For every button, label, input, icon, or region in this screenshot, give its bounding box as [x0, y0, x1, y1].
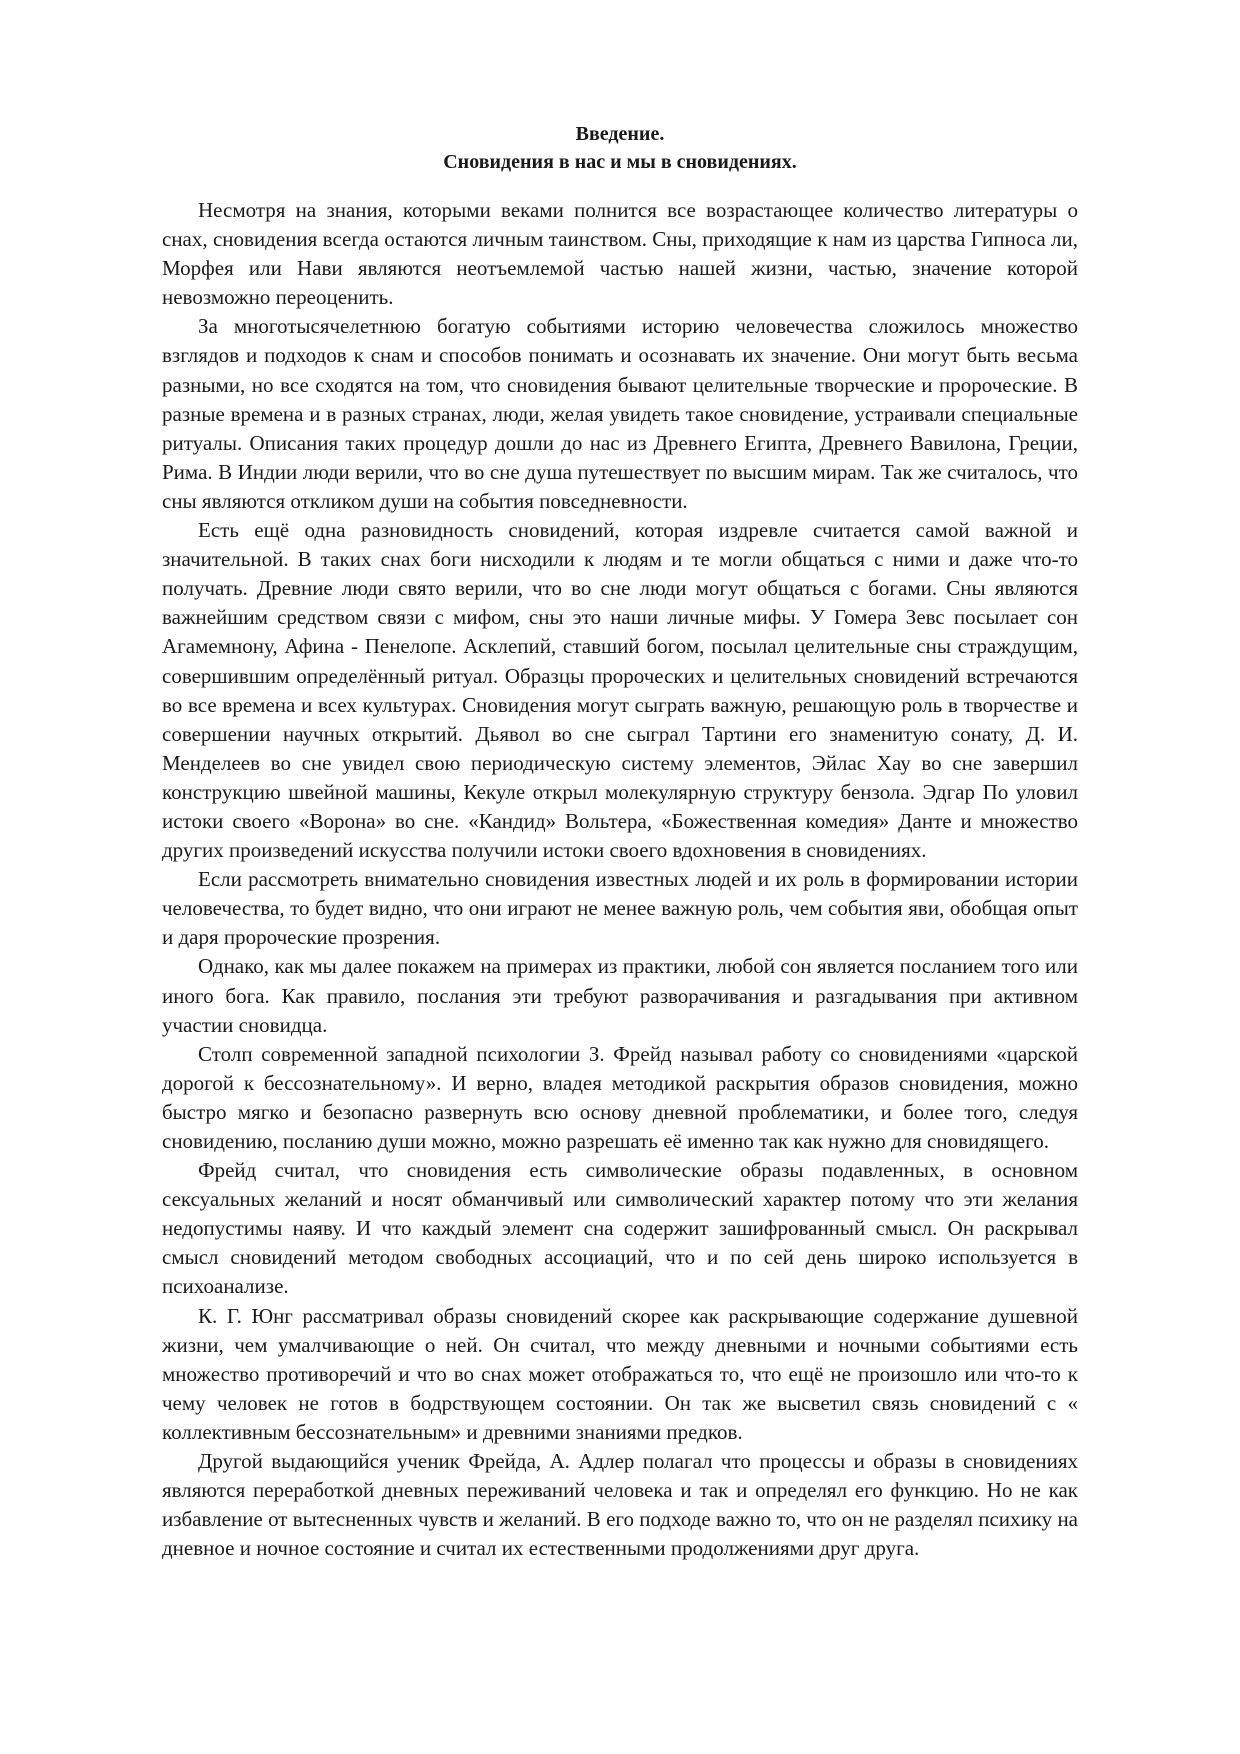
document-title: Введение.: [575, 123, 665, 145]
paragraph: Если рассмотреть внимательно сновидения известных людей и их роль в формировании истории человечества, то будет видно, что они играют не менее важную роль, чем события яви, обобщая опыт и даря пророческие прозрения.: [162, 867, 1078, 950]
paragraph: К. Г. Юнг рассматривал образы сновидений скорее как раскрывающие содержание душевной жизни, чем умалчивающие о ней. Он считал, что между дневными и ночными событиями есть множество противоречий и что во снах может отображаться то, что ещё не произошло или что-то к чему человек не готов в бодрствующем состоянии. Он так же высветил связь сновидений с « коллективным бессознательным» и древними знаниями предков.: [162, 1303, 1078, 1444]
heading-block: [162, 120, 1078, 176]
paragraph: Столп современной западной психологии З. Фрейд называл работу со сновидениями «царской дорогой к бессознательному». И верно, владея методикой раскрытия образов сновидения, можно быстро мягко и безопасно развернуть всю основу дневной проблематики, и более того, следуя сновидению, посланию души можно, можно разрешать её именно так как нужно для сновидящего.: [162, 1041, 1078, 1153]
paragraph: За многотысячелетнюю богатую событиями историю человечества сложилось множество взглядов и подходов к снам и способов понимать и осознавать их значение. Они могут быть весьма разными, но все сходятся на том, что сновидения бывают целительные творческие и пророческие. В разные времена и в разных странах, люди, желая увидеть такое сновидение, устраивали специальные ритуалы. Описания таких процедур дошли до нас из Древнего Египта, Древнего Вавилона, Греции, Рима. В Индии люди верили, что во сне душа путешествует по высшим мирам. Так же считалось, что сны являются откликом души на события повседневности.: [162, 314, 1078, 513]
paragraph: Фрейд считал, что сновидения есть символические образы подавленных, в основном сексуальных желаний и носят обманчивый или символический характер потому что эти желания недопустимы наяву. И что каждый элемент сна содержит зашифрованный смысл. Он раскрывал смысл сновидений методом свободных ассоциаций, что и по сей день широко используется в психоанализе.: [162, 1158, 1078, 1299]
document-body: [162, 196, 1078, 1563]
paragraph: Есть ещё одна разновидность сновидений, которая издревле считается самой важной и значительной. В таких снах боги нисходили к людям и те могли общаться с ними и даже что-то получать. Древние люди свято верили, что во сне люди могут общаться с богами. Сны являются важнейшим средством связи с мифом, сны это наши личные мифы. У Гомера Зевс посылает сон Агамемнону, Афина - Пенелопе. Асклепий, ставший богом, посылал целительные сны страждущим, совершившим определённый ритуал. Образцы пророческих и целительных сновидений встречаются во все времена и всех культурах. Сновидения могут сыграть важную, решающую роль в творчестве и совершении научных открытий. Дьявол во сне сыграл Тартини его знаменитую сонату, Д. И. Менделеев во сне увидел свою периодическую систему элементов, Эйлас Хау во сне завершил конструкцию швейной машины, Кекуле открыл молекулярную структуру бензола. Эдгар По уловил истоки своего «Ворона» во сне. «Кандид» Вольтера, «Божественная комедия» Данте и множество других произведений искусства получили истоки своего вдохновения в сновидениях.: [162, 518, 1078, 863]
document-page: [162, 120, 1078, 1563]
paragraph: Другой выдающийся ученик Фрейда, А. Адлер полагал что процессы и образы в сновидениях являются переработкой дневных переживаний человека и так и определял его функцию. Но не как избавление от вытесненных чувств и желаний. В его подходе важно то, что он не разделял психику на дневное и ночное состояние и считал их естественными продолжениями друг друга.: [162, 1449, 1078, 1561]
paragraph: Однако, как мы далее покажем на примерах из практики, любой сон является посланием того или иного бога. Как правило, послания эти требуют разворачивания и разгадывания при активном участии сновидца.: [162, 954, 1078, 1037]
document-subtitle: Сновидения в нас и мы в сновидениях.: [443, 151, 797, 173]
paragraph: Несмотря на знания, которыми веками полнится все возрастающее количество литературы о снах, сновидения всегда остаются личным таинством. Сны, приходящие к нам из царства Гипноса ли, Морфея или Нави являются неотъемлемой частью нашей жизни, частью, значение которой невозможно переоценить.: [162, 198, 1078, 310]
